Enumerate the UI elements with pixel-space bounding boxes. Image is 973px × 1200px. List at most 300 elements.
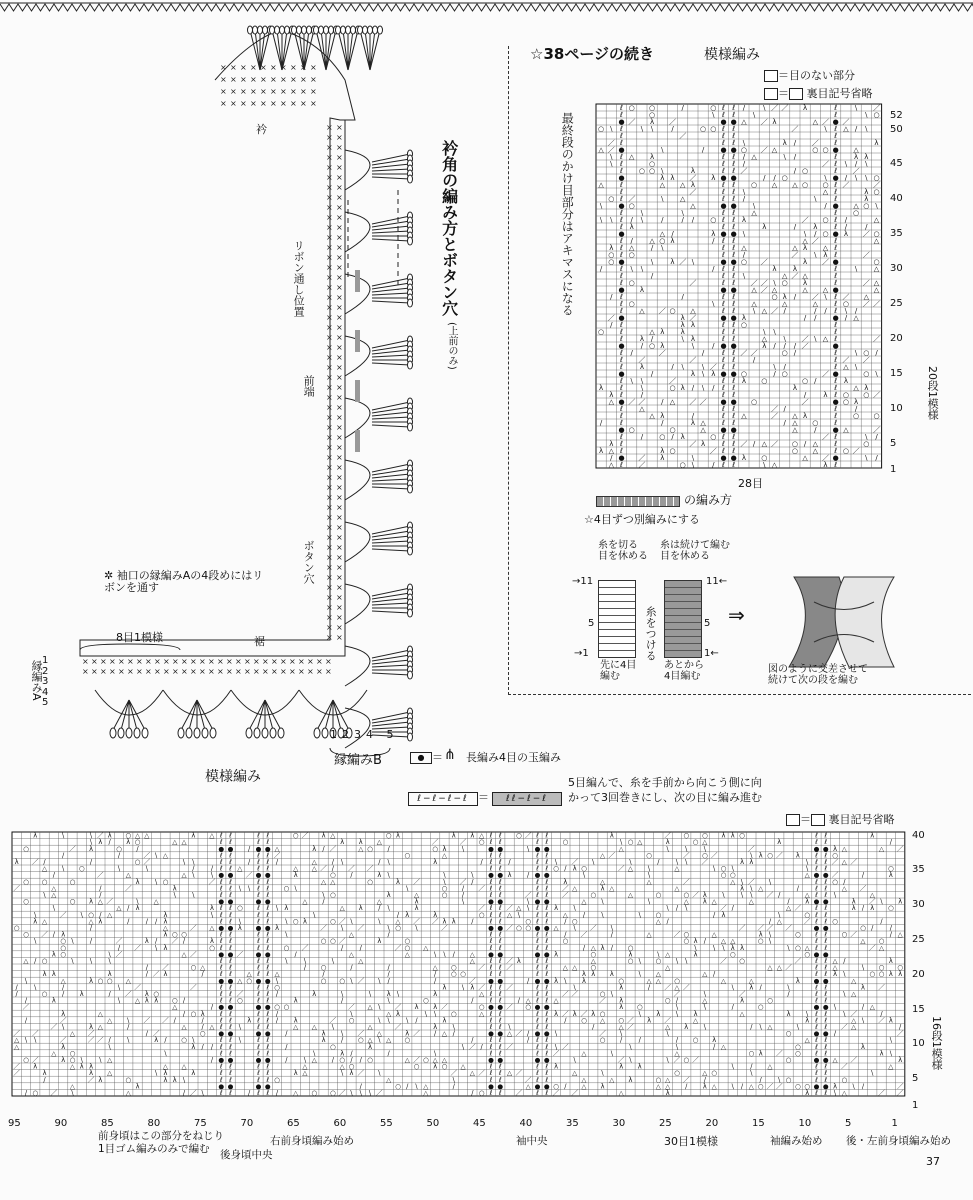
svg-text:ℓ: ℓ [731,139,735,147]
svg-text:ℓ: ℓ [266,1023,269,1031]
svg-text:\: \ [378,1036,381,1044]
svg-text:/: / [322,898,325,906]
svg-text:λ: λ [89,898,93,906]
svg-text:○: ○ [748,1049,754,1057]
svg-text:ℓ: ℓ [824,1043,827,1051]
svg-text:\: \ [769,937,772,945]
svg-text:ℓ: ℓ [833,167,837,175]
svg-text:×: × [310,75,317,84]
svg-text:○: ○ [562,937,568,945]
svg-text:×: × [199,667,206,676]
svg-text:×: × [326,303,333,312]
svg-text:○: ○ [786,1030,792,1038]
main-col-label: 90 [55,1118,68,1129]
cable-note: ☆4目ずつ別編みにする [584,514,700,526]
bobble-symbol: ● [410,752,432,764]
svg-text:／: ／ [771,405,778,413]
svg-text:ℓ: ℓ [721,293,725,301]
svg-text:×: × [326,493,333,502]
svg-text:λ: λ [742,216,746,224]
svg-text:ℓ: ℓ [257,937,260,945]
svg-text:/: / [62,851,65,859]
svg-text:○: ○ [181,931,187,939]
svg-text:○: ○ [683,1056,689,1064]
svg-text:ℓ: ℓ [490,997,493,1005]
svg-text:△: △ [386,1010,392,1018]
svg-text:ℓ: ℓ [536,970,539,978]
svg-text:λ: λ [630,223,634,231]
svg-text:●: ● [823,1056,829,1064]
svg-text:ℓ: ℓ [815,1076,818,1084]
svg-text:ℓ: ℓ [229,983,232,991]
svg-text:○: ○ [649,160,655,168]
svg-text:△: △ [619,1023,625,1031]
svg-text:×: × [326,153,333,162]
svg-text:×: × [336,153,343,162]
svg-text:／: ／ [850,931,857,939]
svg-text:/: / [661,398,664,406]
svg-text:△: △ [51,884,57,892]
svg-text:△: △ [516,904,522,912]
svg-text:/: / [583,944,586,952]
sleeve-start-label: 袖編み始め [770,1136,823,1148]
svg-text:×: × [336,503,343,512]
svg-text:/: / [899,1023,902,1031]
svg-text:ℓ: ℓ [266,931,269,939]
svg-text:ℓ: ℓ [824,937,827,945]
svg-text:ℓ: ℓ [731,384,735,392]
svg-text:ℓ: ℓ [545,1089,548,1097]
svg-text:／: ／ [802,335,809,343]
svg-text:○: ○ [674,1069,680,1077]
svg-text:/: / [875,433,878,441]
svg-text:λ: λ [599,384,603,392]
svg-text:/: / [136,845,139,853]
svg-text:/: / [834,1030,837,1038]
svg-text:×: × [100,667,107,676]
svg-text:●: ● [228,871,234,879]
svg-text:○: ○ [674,977,680,985]
svg-text:△: △ [107,1069,113,1077]
svg-text:/: / [304,964,307,972]
svg-text:ℓ: ℓ [229,1069,232,1077]
main-row-label: 30 [912,899,925,910]
svg-text:ℓ: ℓ [619,377,623,385]
svg-text:／: ／ [822,454,829,462]
svg-text:λ: λ [43,1069,47,1077]
svg-text:\: \ [806,865,809,873]
svg-text:ℓ: ℓ [536,957,539,965]
svg-text:ℓ: ℓ [536,865,539,873]
svg-text:\: \ [865,454,868,462]
svg-text:λ: λ [864,384,868,392]
svg-text:△: △ [526,997,532,1005]
svg-text:λ: λ [61,931,65,939]
svg-text:／: ／ [441,1003,448,1011]
legend-purl: ＝ 裏目記号省略 [764,88,873,100]
svg-text:△: △ [843,426,849,434]
svg-text:●: ● [618,202,624,210]
svg-text:\: \ [350,917,353,925]
svg-text:／: ／ [106,898,113,906]
svg-text:△: △ [802,272,808,280]
svg-text:/: / [332,865,335,873]
svg-text:ℓ: ℓ [731,405,735,413]
svg-text:○: ○ [460,970,466,978]
svg-text:△: △ [414,891,420,899]
svg-text:×: × [290,63,297,72]
svg-text:／: ／ [659,349,666,357]
svg-text:ℓ: ℓ [619,412,623,420]
svg-text:●: ● [833,202,839,210]
svg-text:ℓ: ℓ [833,363,837,371]
svg-text:\: \ [692,342,695,350]
svg-text:ℓ: ℓ [619,265,623,273]
svg-text:\: \ [773,363,776,371]
svg-text:●: ● [823,845,829,853]
svg-text:×: × [336,183,343,192]
svg-text:○: ○ [795,931,801,939]
svg-text:ℓ: ℓ [490,1063,493,1071]
svg-text:\: \ [453,1023,456,1031]
svg-text:ℓ: ℓ [490,865,493,873]
svg-text:ℓ: ℓ [815,944,818,952]
svg-text:／: ／ [608,146,615,154]
svg-text:λ: λ [136,904,140,912]
svg-text:\: \ [34,1036,37,1044]
svg-text:ℓ: ℓ [499,917,502,925]
svg-text:／: ／ [669,118,676,126]
svg-text:△: △ [639,405,645,413]
svg-text:△: △ [349,931,355,939]
svg-text:○: ○ [730,871,736,879]
svg-text:●: ● [833,174,839,182]
svg-text:\: \ [713,944,716,952]
svg-text:ℓ: ℓ [220,884,223,892]
svg-text:△: △ [51,891,57,899]
svg-text:ℓ: ℓ [824,1023,827,1031]
svg-text:ℓ: ℓ [490,917,493,925]
svg-text:/: / [814,230,817,238]
svg-text:ℓ: ℓ [490,957,493,965]
svg-text:λ: λ [470,832,474,840]
svg-text:●: ● [833,370,839,378]
svg-text:ℓ: ℓ [721,433,725,441]
svg-text:λ: λ [638,1063,642,1071]
svg-text:/: / [462,884,465,892]
svg-text:\: \ [610,160,613,168]
svg-text:／: ／ [863,300,870,308]
svg-text:●: ● [228,1003,234,1011]
svg-text:／: ／ [339,1089,346,1097]
svg-text:●: ● [720,426,726,434]
svg-text:×: × [336,493,343,502]
svg-text:λ: λ [349,1069,353,1077]
svg-text:\: \ [25,1036,28,1044]
svg-text:\: \ [574,983,577,991]
svg-text:／: ／ [571,990,578,998]
svg-text:/: / [155,917,158,925]
svg-text:λ: λ [889,957,893,965]
repeat-cols-label: 30目1模様 [664,1136,718,1148]
svg-text:/: / [211,1043,214,1051]
svg-text:●: ● [544,950,550,958]
svg-text:ℓ: ℓ [824,917,827,925]
svg-text:●: ● [618,398,624,406]
svg-text:ℓ: ℓ [731,461,735,469]
svg-text:/: / [378,858,381,866]
svg-text:△: △ [674,884,680,892]
svg-text:/: / [508,858,511,866]
svg-text:△: △ [209,1023,215,1031]
svg-text:ℓ: ℓ [815,1023,818,1031]
svg-text:\: \ [676,1043,679,1051]
svg-text:\: \ [415,1082,418,1090]
svg-text:○: ○ [804,1082,810,1090]
buttonhole-label: ボタン穴 [302,540,314,584]
svg-text:ℓ: ℓ [721,300,725,308]
svg-text:/: / [25,997,28,1005]
svg-text:ℓ: ℓ [833,356,837,364]
svg-text:/: / [397,911,400,919]
svg-text:△: △ [772,286,778,294]
svg-text:／: ／ [853,447,860,455]
svg-text:×: × [336,443,343,452]
svg-text:●: ● [720,454,726,462]
svg-text:λ: λ [470,983,474,991]
svg-text:\: \ [702,370,705,378]
svg-text:\: \ [875,202,878,210]
svg-text:\: \ [629,858,632,866]
svg-text:\: \ [814,251,817,259]
svg-text:/: / [682,104,685,112]
svg-text:○: ○ [646,851,652,859]
svg-text:\: \ [285,931,288,939]
svg-text:\: \ [350,977,353,985]
svg-text:/: / [784,419,787,427]
svg-text:\: \ [704,990,707,998]
svg-text:○: ○ [608,195,614,203]
svg-text:○: ○ [843,398,849,406]
svg-text:／: ／ [144,1016,151,1024]
svg-text:／: ／ [516,1069,523,1077]
svg-text:\: \ [183,1076,186,1084]
svg-text:ℓ: ℓ [721,153,725,161]
svg-text:λ: λ [759,931,763,939]
svg-text:λ: λ [163,917,167,925]
svg-text:○: ○ [274,1076,280,1084]
pattern-title: 模様編み [205,770,261,785]
svg-text:ℓ: ℓ [220,970,223,978]
svg-text:ℓ: ℓ [619,244,623,252]
svg-text:ℓ: ℓ [490,884,493,892]
svg-text:ℓ: ℓ [545,858,548,866]
svg-text:/: / [661,216,664,224]
svg-text:ℓ: ℓ [229,858,232,866]
svg-text:△: △ [879,944,885,952]
svg-text:／: ／ [822,118,829,126]
svg-text:\: \ [192,871,195,879]
svg-text:／: ／ [69,845,76,853]
svg-text:\: \ [824,125,827,133]
svg-text:△: △ [470,1069,476,1077]
svg-text:/: / [332,858,335,866]
svg-text:ℓ: ℓ [731,412,735,420]
svg-text:●: ● [535,898,541,906]
svg-text:○: ○ [451,964,457,972]
svg-text:×: × [326,323,333,332]
svg-text:ℓ: ℓ [833,265,837,273]
svg-text:×: × [250,63,257,72]
svg-text:λ: λ [89,1023,93,1031]
svg-text:ℓ: ℓ [815,1010,818,1018]
svg-text:/: / [875,349,878,357]
svg-text:ℓ: ℓ [833,293,837,301]
svg-text:ℓ: ℓ [833,132,837,140]
svg-text:／: ／ [689,188,696,196]
svg-text:／: ／ [553,1049,560,1057]
svg-text:○: ○ [404,937,410,945]
svg-text:／: ／ [357,1069,364,1077]
svg-text:/: / [471,1036,474,1044]
svg-text:△: △ [851,1016,857,1024]
svg-text:○: ○ [758,1082,764,1090]
svg-text:○: ○ [274,983,280,991]
svg-text:ℓ: ℓ [619,419,623,427]
svg-text:\: \ [518,911,521,919]
svg-text:○: ○ [172,997,178,1005]
svg-text:／: ／ [692,891,699,899]
svg-text:/: / [388,931,391,939]
svg-text:△: △ [680,195,686,203]
svg-text:ℓ: ℓ [815,990,818,998]
main-row-label: 25 [912,934,925,945]
small-row-11: →11 [572,576,593,587]
svg-text:/: / [890,924,893,932]
svg-text:ℓ: ℓ [619,363,623,371]
svg-text:ℓ: ℓ [266,997,269,1005]
svg-text:○: ○ [442,891,448,899]
svg-text:○: ○ [655,957,661,965]
svg-text:○: ○ [812,146,818,154]
svg-text:\: \ [763,461,766,469]
svg-text:λ: λ [874,139,878,147]
svg-text:△: △ [813,118,819,126]
svg-text:△: △ [163,851,169,859]
svg-text:λ: λ [640,363,644,371]
svg-text:ℓ: ℓ [815,838,818,846]
svg-text:△: △ [833,964,839,972]
svg-text:ℓ: ℓ [833,384,837,392]
svg-text:ℓ: ℓ [833,307,837,315]
svg-text:ℓ: ℓ [490,904,493,912]
svg-text:\: \ [388,858,391,866]
svg-text:／: ／ [51,1023,58,1031]
svg-text:○: ○ [683,937,689,945]
svg-text:\: \ [773,279,776,287]
svg-text:λ: λ [721,832,725,840]
svg-text:\: \ [239,884,242,892]
svg-text:λ: λ [163,1069,167,1077]
continued-row-label: 15 [890,368,903,379]
svg-text:○: ○ [655,1076,661,1084]
svg-text:×: × [326,473,333,482]
svg-text:\: \ [862,964,865,972]
svg-text:／: ／ [842,356,849,364]
svg-text:λ: λ [740,884,744,892]
svg-text:○: ○ [237,904,243,912]
svg-text:／: ／ [897,1030,904,1038]
svg-text:\: \ [313,911,316,919]
svg-text:ℓ: ℓ [257,997,260,1005]
svg-text:/: / [773,174,776,182]
svg-text:●: ● [497,871,503,879]
svg-text:ℓ: ℓ [824,964,827,972]
svg-text:△: △ [702,997,708,1005]
svg-text:△: △ [461,1063,467,1071]
svg-text:△: △ [674,865,680,873]
svg-text:△: △ [563,911,569,919]
svg-text:ℓ: ℓ [257,1010,260,1018]
svg-text:λ: λ [191,1043,195,1051]
svg-text:×: × [326,363,333,372]
svg-text:ℓ: ℓ [833,433,837,441]
svg-text:/: / [276,1016,279,1024]
svg-text:／: ／ [771,104,778,112]
svg-text:△: △ [751,286,757,294]
svg-text:○: ○ [293,832,299,840]
svg-text:\: \ [304,957,307,965]
svg-text:／: ／ [413,878,420,886]
svg-text:×: × [316,667,323,676]
collar-label: 衿 [256,124,267,136]
svg-text:○: ○ [600,1010,606,1018]
svg-text:/: / [388,977,391,985]
svg-text:／: ／ [757,924,764,932]
svg-text:△: △ [275,845,281,853]
svg-text:ℓ: ℓ [490,1089,493,1097]
svg-text:/: / [814,307,817,315]
svg-text:△: △ [802,454,808,462]
svg-text:\: \ [155,944,158,952]
svg-text:ℓ: ℓ [721,419,725,427]
svg-text:λ: λ [163,911,167,919]
svg-text:／: ／ [832,858,839,866]
svg-text:×: × [300,87,307,96]
svg-text:／: ／ [664,1016,671,1024]
twist-symbol: ℓ−ℓ−ℓ−ℓ [408,792,478,806]
svg-text:／: ／ [506,904,513,912]
svg-text:\: \ [155,878,158,886]
svg-text:ℓ: ℓ [220,911,223,919]
svg-text:/: / [99,884,102,892]
svg-text:／: ／ [506,1003,513,1011]
svg-text:○: ○ [163,878,169,886]
svg-text:／: ／ [13,1069,20,1077]
svg-text:/: / [880,917,883,925]
svg-text:△: △ [395,917,401,925]
svg-text:ℓ: ℓ [220,1049,223,1057]
svg-text:ℓ: ℓ [536,983,539,991]
svg-text:ℓ: ℓ [619,349,623,357]
main-col-label: 75 [194,1118,207,1129]
svg-text:λ: λ [377,871,381,879]
svg-text:×: × [326,553,333,562]
svg-text:/: / [682,293,685,301]
svg-text:●: ● [488,845,494,853]
svg-text:●: ● [833,258,839,266]
main-row-label: 20 [912,969,925,980]
